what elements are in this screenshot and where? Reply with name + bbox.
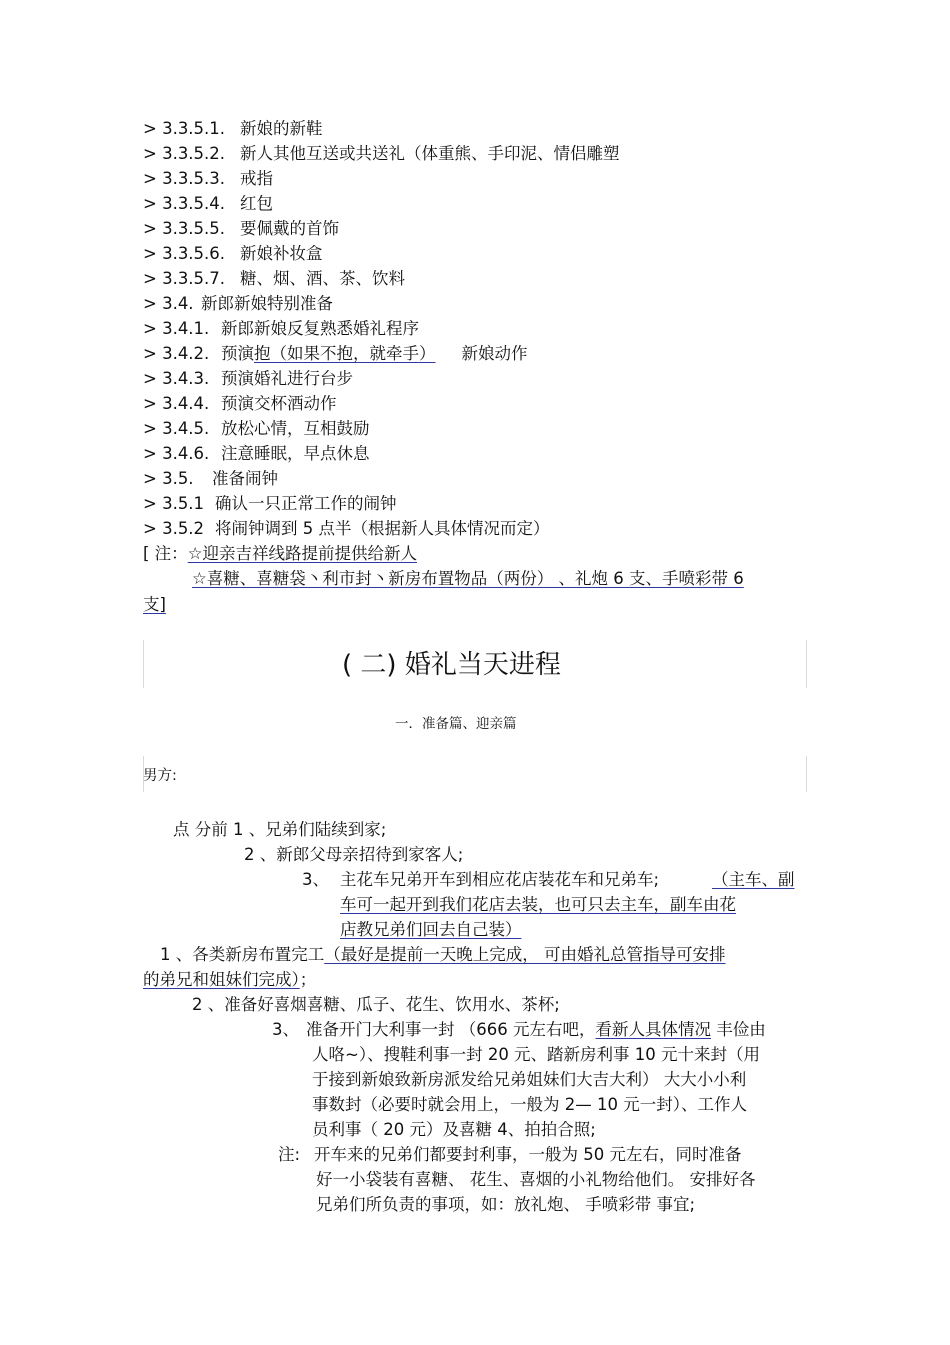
groom-note-line-1: 开车来的兄弟们都要封利事，一般为 50 元左右，同时准备 (314, 1145, 742, 1164)
outline-item (143, 293, 333, 315)
outline-item (143, 118, 323, 140)
groom-step-3-note-a: （主车、副 (712, 870, 795, 889)
outline-text: 准备闹钟 (212, 469, 278, 488)
outline-item (143, 393, 337, 415)
home-step-3-text-b: 丰俭由 (710, 1020, 766, 1039)
outline-text: 预演婚礼进行台步 (221, 369, 353, 388)
outline-item (143, 168, 273, 190)
outline-number: > 3.5.2 (143, 519, 205, 538)
outline-number: > 3.3.5.4. (143, 194, 226, 213)
groom-note-line-2: 好一小袋装有喜糖、 花生、喜烟的小礼物给他们。 安排好各 (316, 1170, 756, 1189)
outline-item (143, 243, 323, 265)
outline-number: > 3.4.3. (143, 369, 210, 388)
groom-step-1: 点 分前 1 、兄弟们陆续到家; (173, 820, 387, 839)
outline-text: 预演 (221, 344, 254, 363)
outline-text-after: 新娘动作 (461, 344, 528, 363)
home-step-1 (160, 944, 726, 966)
outline-number: > 3.4.2. (143, 344, 210, 363)
note-line-3: 支] (143, 595, 166, 614)
outline-item (143, 493, 397, 515)
groom-note-line-3: 兄弟们所负责的事项，如：放礼炮、 手喷彩带 事宜; (316, 1195, 696, 1214)
home-step-3-num: 3、 (272, 1020, 299, 1039)
outline-number: > 3.4.4. (143, 394, 210, 413)
groom-step-3: 主花车兄弟开车到相应花店装花车和兄弟车; (340, 870, 660, 889)
outline-item (143, 418, 370, 440)
outline-item (143, 368, 353, 390)
note-item-route: ☆迎亲吉祥线路提前提供给新人 (187, 544, 417, 563)
outline-number: > 3.3.5.2. (143, 144, 226, 163)
outline-underlined: 抱（如果不抱，就牵手） (254, 344, 436, 363)
outline-number: > 3.3.5.6. (143, 244, 226, 263)
outline-text: 新人其他互送或共送礼（体重熊、手印泥、情侣雕塑 (240, 144, 620, 163)
outline-number: > 3.4.6. (143, 444, 210, 463)
outline-text: 注意睡眠，早点休息 (221, 444, 370, 463)
outline-item (143, 193, 273, 215)
section-heading: ( 二) 婚礼当天进程 (342, 650, 561, 680)
outline-item (143, 143, 620, 165)
home-step-2: 2 、准备好喜烟喜糖、瓜子、花生、饮用水、茶杯; (192, 995, 560, 1014)
home-step-3-text: 准备开门大利事一封 （666 元左右吧， (306, 1020, 596, 1039)
outline-item (143, 443, 370, 465)
groom-side-label: 男方: (143, 768, 177, 784)
home-step-1-end: ； (299, 970, 317, 989)
outline-text: 新娘的新鞋 (240, 119, 323, 138)
home-step-1-text: 1 、各类新房布置完工 (160, 945, 325, 964)
outline-item (143, 343, 528, 365)
home-step-3-line-3: 于接到新娘致新房派发给兄弟姐妹们大吉大利） 大大小小利 (312, 1070, 747, 1089)
groom-step-3-num: 3、 (302, 870, 329, 889)
home-step-3 (306, 1019, 766, 1041)
outline-number: > 3.3.5.5. (143, 219, 226, 238)
note-prefix: [ 注： (143, 544, 188, 563)
outline-text: 新郎新娘反复熟悉婚礼程序 (221, 319, 419, 338)
outline-item (143, 468, 278, 490)
outline-number: > 3.4.1. (143, 319, 210, 338)
divider-right (806, 640, 807, 688)
home-step-1-note-b: 的弟兄和姐妹们完成） (143, 970, 300, 989)
outline-number: > 3.5. (143, 469, 194, 488)
home-step-3-line-2: 人咯~）、搜鞋利事一封 20 元、踏新房利事 10 元十来封（用 (312, 1045, 761, 1064)
outline-text: 放松心情，互相鼓励 (221, 419, 370, 438)
divider-left (143, 640, 144, 688)
home-step-1-cont (143, 969, 316, 991)
outline-number: > 3.3.5.7. (143, 269, 226, 288)
outline-text: 要佩戴的首饰 (240, 219, 339, 238)
outline-text: 新娘补妆盒 (240, 244, 323, 263)
outline-number: > 3.3.5.3. (143, 169, 226, 188)
groom-step-3-note-c: 店教兄弟们回去自己装） (340, 920, 522, 939)
outline-text: 将闹钟调到 5 点半（根据新人具体情况而定） (215, 519, 550, 538)
outline-text: 预演交杯酒动作 (221, 394, 337, 413)
outline-text: 新郎新娘特别准备 (201, 294, 333, 313)
outline-text: 糖、烟、酒、茶、饮料 (240, 269, 405, 288)
outline-text: 戒指 (240, 169, 273, 188)
note-line-1 (143, 543, 417, 565)
outline-item (143, 518, 550, 540)
outline-number: > 3.3.5.1. (143, 119, 226, 138)
outline-number: > 3.4. (143, 294, 194, 313)
groom-note-label: 注: (278, 1145, 301, 1164)
outline-text: 红包 (240, 194, 273, 213)
groom-step-2: 2 、新郎父母亲招待到家客人; (244, 845, 464, 864)
groom-step-3-note-b: 车可一起开到我们花店去装，也可只去主车，副车由花 (340, 895, 736, 914)
home-step-3-line-4: 事数封（必要时就会用上，一般为 2— 10 元一封）、工作人 (312, 1095, 747, 1114)
home-step-3-underline: 看新人具体情况 (595, 1020, 711, 1039)
divider-right-2 (806, 756, 807, 792)
outline-number: > 3.5.1 (143, 494, 205, 513)
outline-item (143, 268, 405, 290)
outline-text: 确认一只正常工作的闹钟 (215, 494, 397, 513)
home-step-3-line-5: 员利事（ 20 元）及喜糖 4、拍拍合照; (312, 1120, 596, 1139)
outline-item (143, 318, 419, 340)
outline-number: > 3.4.5. (143, 419, 210, 438)
outline-item (143, 218, 339, 240)
home-step-1-note-a: （最好是提前一天晚上完成， 可由婚礼总管指导可安排 (324, 945, 726, 964)
section-subheading: 一．准备篇、迎亲篇 (395, 716, 517, 732)
note-item-supplies: ☆喜糖、喜糖袋丶利市封丶新房布置物品（两份） 、礼炮 6 支、手喷彩带 6 (192, 569, 744, 588)
